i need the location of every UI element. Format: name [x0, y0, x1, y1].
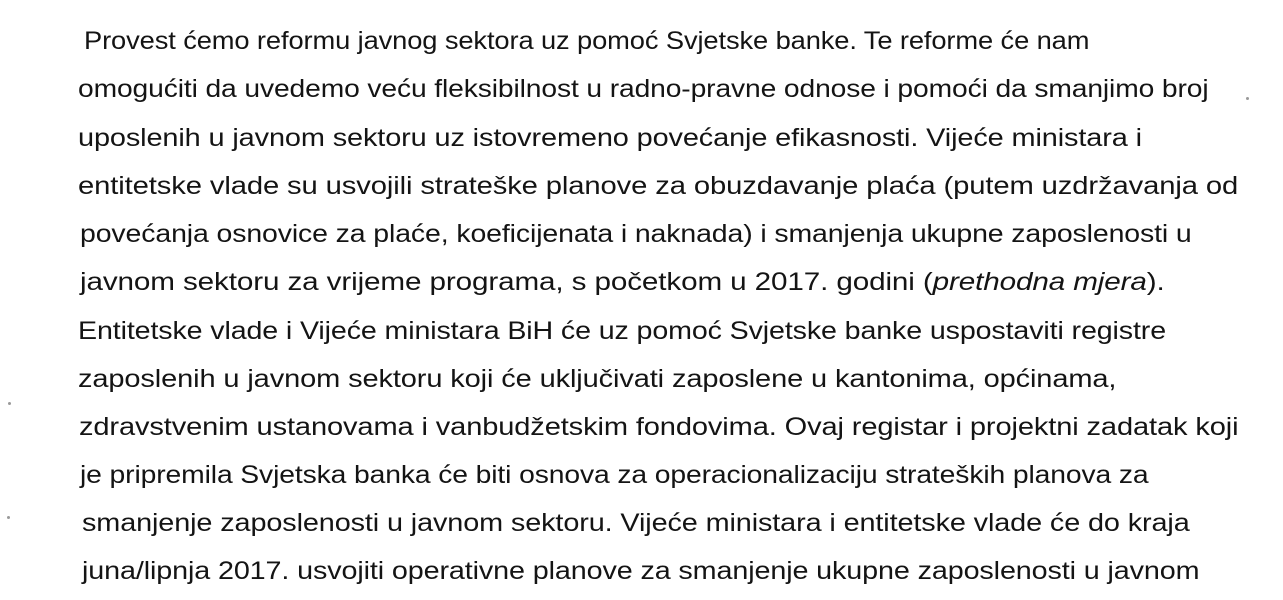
text-line-start: javnom sektoru za vrijeme programa, s početkom u 2017. godini (: [80, 268, 933, 296]
text-line: omogućiti da uvedemo veću fleksibilnost u radno-pravne odnose i pomoći da smanjimo broj: [78, 75, 1209, 103]
text-line: zaposlenih u javnom sektoru koji će uključivati zaposlene u kantonima, općinama,: [78, 365, 1117, 393]
text-line: je pripremila Svjetska banka će biti osnova za operacionalizaciju strateških planova za: [80, 461, 1149, 489]
text-line: Entitetske vlade i Vijeće ministara BiH će uz pomoć Svjetske banke uspostaviti registre: [78, 317, 1167, 345]
text-line-end: ).: [1146, 268, 1165, 296]
scan-speck: [7, 516, 10, 519]
text-line: [80, 268, 1165, 297]
scan-speck: [1246, 97, 1249, 100]
text-line: entitetske vlade su usvojili strateške planove za obuzdavanje plaća (putem uzdržavanja od: [78, 172, 1239, 200]
text-line: smanjenje zaposlenosti u javnom sektoru. Vijeće ministara i entitetske vlade će do kraja: [82, 509, 1190, 537]
text-line: Provest ćemo reformu javnog sektora uz pomoć Svjetske banke. Te reforme će nam: [84, 27, 1090, 55]
text-line: povećanja osnovice za plaće, koeficijenata i naknada) i smanjenja ukupne zaposlenosti u: [80, 220, 1192, 248]
text-line: zdravstvenim ustanovama i vanbudžetskim fondovima. Ovaj registar i projektni zadatak koji: [79, 413, 1239, 441]
scan-speck: [8, 402, 11, 405]
text-line: uposlenih u javnom sektoru uz istovremeno povećanje efikasnosti. Vijeće ministara i: [78, 124, 1142, 152]
text-line: juna/lipnja 2017. usvojiti operativne planove za smanjenje ukupne zaposlenosti u javnom: [82, 557, 1200, 585]
italic-note: prethodna mjera: [932, 268, 1147, 296]
